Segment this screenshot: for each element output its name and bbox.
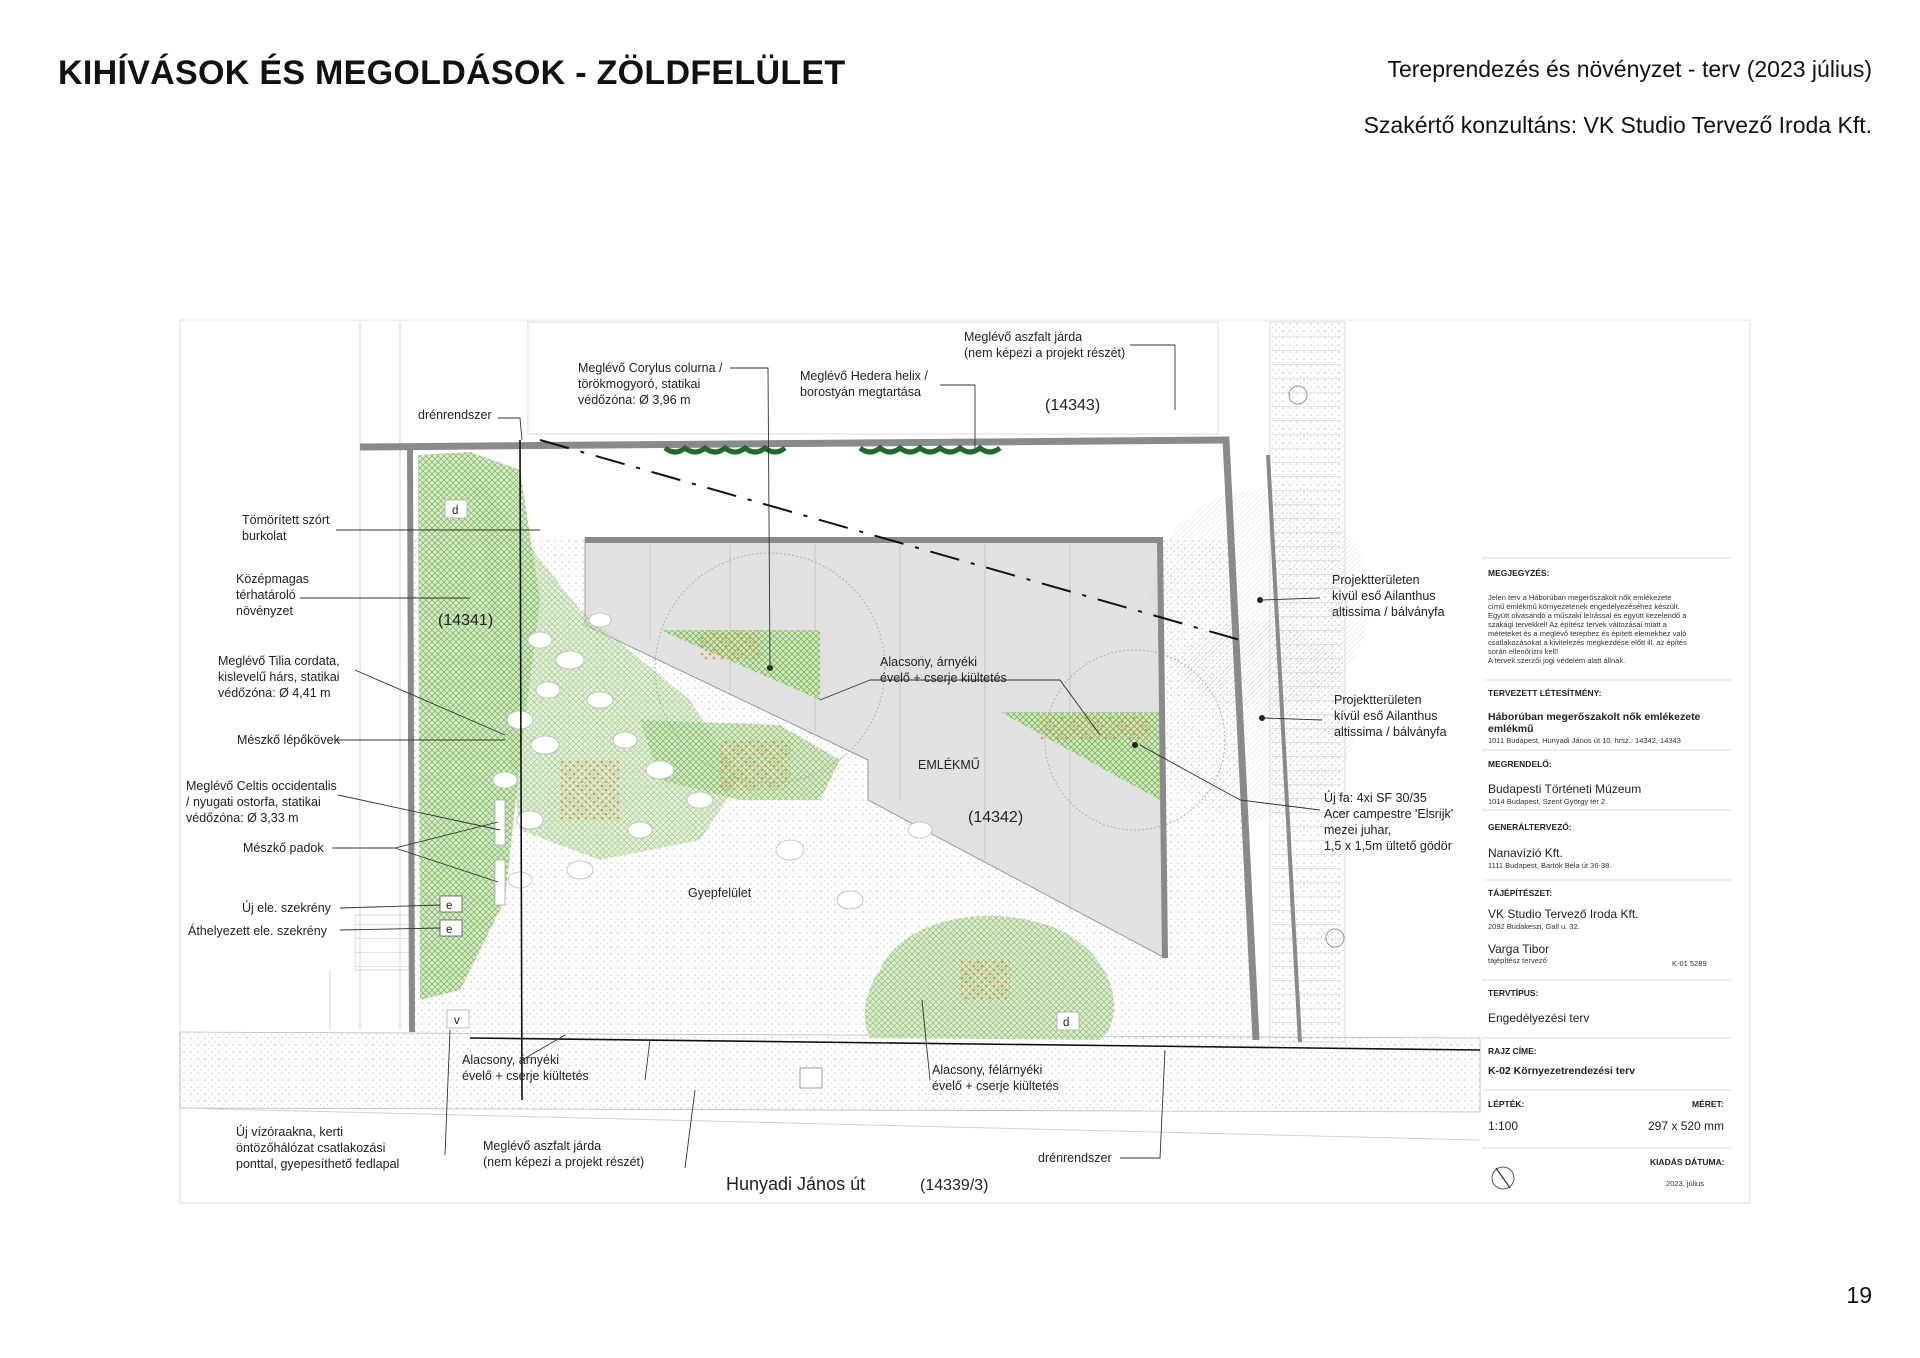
label-tilia-1: Meglévő Tilia cordata, <box>218 654 340 668</box>
tb-scale: 1:100 <box>1488 1119 1519 1133</box>
label-ailanthus-b-1: Projektterületen <box>1334 693 1422 707</box>
parcel-14343: (14343) <box>1045 397 1101 414</box>
bottom-sidewalk <box>180 1032 1480 1112</box>
tb-note-line-4: szakági tervekkel! Az építész tervek változásai miatt a <box>1488 620 1667 629</box>
limestone-bench-2 <box>495 860 505 905</box>
parcel-14341: (14341) <box>438 612 494 629</box>
tb-landscape-address: 2092 Budakeszi, Gall u. 32. <box>1488 922 1580 931</box>
tb-general-designer-heading: GENERÁLTERVEZŐ: <box>1488 822 1572 832</box>
label-ailanthus-a-2: kívül eső Ailanthus <box>1332 589 1436 603</box>
label-stepping-stones: Mészkő lépőkövek <box>237 733 340 747</box>
label-water-meter-1: Új vízóraakna, kerti <box>236 1125 343 1139</box>
marker-d-2: d <box>1063 1017 1070 1029</box>
label-low-shade-1: Alacsony, árnyéki <box>880 655 978 669</box>
label-asphalt-top-1: Meglévő aszfalt járda <box>964 330 1083 344</box>
label-tilia-3: védőzóna: Ø 4,41 m <box>218 686 331 700</box>
marker-v: v <box>454 1015 460 1027</box>
label-midheight-3: növényzet <box>236 604 293 618</box>
label-new-tree-4: 1,5 x 1,5m ültető gödör <box>1324 839 1452 853</box>
label-ailanthus-b-2: kívül eső Ailanthus <box>1334 709 1438 723</box>
label-midheight-1: Középmagas <box>236 572 309 586</box>
label-low-halfshade-1: Alacsony, félárnyéki <box>932 1063 1043 1077</box>
left-wall <box>410 447 412 1032</box>
tb-issue-date-heading: KIADÁS DÁTUMA: <box>1650 1157 1725 1167</box>
marker-d-1: d <box>452 505 459 517</box>
tb-plan-type: Engedélyezési terv <box>1488 1011 1590 1025</box>
label-corylus-2: törökmogyoró, statikai <box>578 377 701 391</box>
label-celtis-3: védőzóna: Ø 3,33 m <box>186 811 299 825</box>
label-hedera-2: borostyán megtartása <box>800 385 921 399</box>
label-hedera-1: Meglévő Hedera helix / <box>800 369 928 383</box>
label-new-tree-1: Új fa: 4xi SF 30/35 <box>1324 791 1427 805</box>
tb-general-designer-address: 1111 Budapest, Bartók Béla út 36-38. <box>1488 861 1612 870</box>
label-celtis-1: Meglévő Celtis occidentalis <box>186 779 337 793</box>
label-asphalt-bottom-1: Meglévő aszfalt járda <box>483 1139 602 1153</box>
page-subtitle-consultant: Szakértő konzultáns: VK Studio Tervező Iroda Kft. <box>1363 112 1872 138</box>
page-number: 19 <box>1846 1282 1872 1308</box>
label-compacted-2: burkolat <box>242 529 287 543</box>
label-celtis-2: / nyugati ostorfa, statikai <box>186 795 321 809</box>
label-new-electric: Új ele. szekrény <box>242 901 331 915</box>
tb-plan-type-heading: TERVTÍPUS: <box>1488 988 1539 998</box>
tb-note-line-1: Jelen terv a Háborúban megerőszakolt nők emlékezete <box>1488 593 1672 602</box>
label-asphalt-top-2: (nem képezi a projekt részét) <box>964 346 1126 360</box>
tb-facility-address: 1011 Budapest, Hunyadi János út 10. hrsz.: 14342, 14343 <box>1488 736 1681 745</box>
compacted-gravel-paving <box>410 448 1230 540</box>
tb-facility-1: Háborúban megerőszakolt nők emlékezete <box>1488 711 1701 723</box>
tb-size-heading: MÉRET: <box>1692 1099 1724 1109</box>
marker-e-1: e <box>446 900 453 912</box>
label-ailanthus-a-3: altissima / bálványfa <box>1332 605 1445 619</box>
label-corylus-3: védőzóna: Ø 3,96 m <box>578 393 691 407</box>
marker-e-2: e <box>446 924 453 936</box>
tb-note-line-8: A tervek szerzői jogi védelem alatt állnak. <box>1488 656 1626 665</box>
label-benches: Mészkő padok <box>243 841 324 855</box>
label-midheight-2: térhatároló <box>236 588 296 602</box>
tb-issue-date: 2023. július <box>1666 1179 1704 1188</box>
tb-facility-heading: TERVEZETT LÉTESÍTMÉNY: <box>1488 688 1602 698</box>
tb-note-line-7: során ellenőrizni kell! <box>1488 647 1559 656</box>
label-ailanthus-a-1: Projektterületen <box>1332 573 1420 587</box>
tb-note-line-3: Együtt olvasandó a műszaki leírással és együtt kezelendő a <box>1488 611 1687 620</box>
tb-client-heading: MEGRENDELŐ: <box>1488 759 1552 769</box>
tb-note-line-2: című emlékmű környezetének engedélyezéséhez készült. <box>1488 602 1680 611</box>
tb-client: Budapesti Történeti Múzeum <box>1488 782 1642 796</box>
label-low-shade-bottom-1: Alacsony, árnyéki <box>462 1053 560 1067</box>
tb-client-address: 1014 Budapest, Szent György tér 2. <box>1488 797 1608 806</box>
label-ailanthus-b-3: altissima / bálványfa <box>1334 725 1447 739</box>
page-title: KIHÍVÁSOK ÉS MEGOLDÁSOK - ZÖLDFELÜLET <box>58 54 846 92</box>
label-low-shade-bottom-2: évelő + cserje kiültetés <box>462 1069 589 1083</box>
label-drain-top: drénrendszer <box>418 408 492 422</box>
tb-designer-id: K-01 5289 <box>1672 959 1707 968</box>
parcel-14342: (14342) <box>968 809 1024 826</box>
water-meter-pit <box>800 1068 822 1088</box>
page-subtitle-plan: Tereprendezés és növényzet - terv (2023 július) <box>1387 56 1872 82</box>
label-new-tree-2: Acer campestre 'Elsrijk' <box>1324 807 1454 821</box>
label-low-halfshade-2: évelő + cserje kiültetés <box>932 1079 1059 1093</box>
label-low-shade-2: évelő + cserje kiültetés <box>880 671 1007 685</box>
tree-trunk-2 <box>1132 742 1138 748</box>
tb-facility-2: emlékmű <box>1488 723 1534 735</box>
tb-scale-heading: LÉPTÉK: <box>1488 1099 1525 1109</box>
tb-general-designer: Nanavízió Kft. <box>1488 846 1563 860</box>
tb-note-line-5: méreteket és a meglévő terephez és épített elemekhez való <box>1488 629 1687 638</box>
tb-designer-role: tájépítész tervező <box>1488 956 1547 965</box>
label-water-meter-3: ponttal, gyepesíthető fedlapal <box>236 1157 400 1171</box>
left-stair <box>355 915 410 970</box>
street-name: Hunyadi János út <box>726 1174 866 1194</box>
tb-landscape-heading: TÁJÉPÍTÉSZET: <box>1488 888 1553 898</box>
tb-note-heading: MEGJEGYZÉS: <box>1488 568 1550 578</box>
label-new-tree-3: mezei juhar, <box>1324 823 1392 837</box>
monument-label: EMLÉKMŰ <box>918 758 980 772</box>
lawn-label: Gyepfelület <box>688 886 752 900</box>
street-parcel: (14339/3) <box>920 1177 989 1194</box>
tb-drawing-title-heading: RAJZ CÍME: <box>1488 1046 1537 1056</box>
tb-note-line-6: csatlakozásokat a kivitelezés megkezdése előtt ill. az építés <box>1488 638 1687 647</box>
tb-size: 297 x 520 mm <box>1648 1119 1725 1133</box>
label-drain-bottom: drénrendszer <box>1038 1151 1112 1165</box>
label-corylus-1: Meglévő Corylus colurna / <box>578 361 723 375</box>
label-asphalt-bottom-2: (nem képezi a projekt részét) <box>483 1155 645 1169</box>
label-compacted-1: Tömörített szórt <box>242 513 330 527</box>
label-tilia-2: kislevelű hárs, statikai <box>218 670 340 684</box>
label-water-meter-2: öntözőhálózat csatlakozási <box>236 1141 386 1155</box>
label-relocated-electric: Áthelyezett ele. szekrény <box>188 924 327 938</box>
ailanthus-canopy-2 <box>1155 620 1355 820</box>
tb-designer: Varga Tibor <box>1488 942 1550 956</box>
tb-landscape: VK Studio Tervező Iroda Kft. <box>1488 907 1639 921</box>
tb-drawing-title: K-02 Környezetrendezési terv <box>1488 1065 1636 1077</box>
